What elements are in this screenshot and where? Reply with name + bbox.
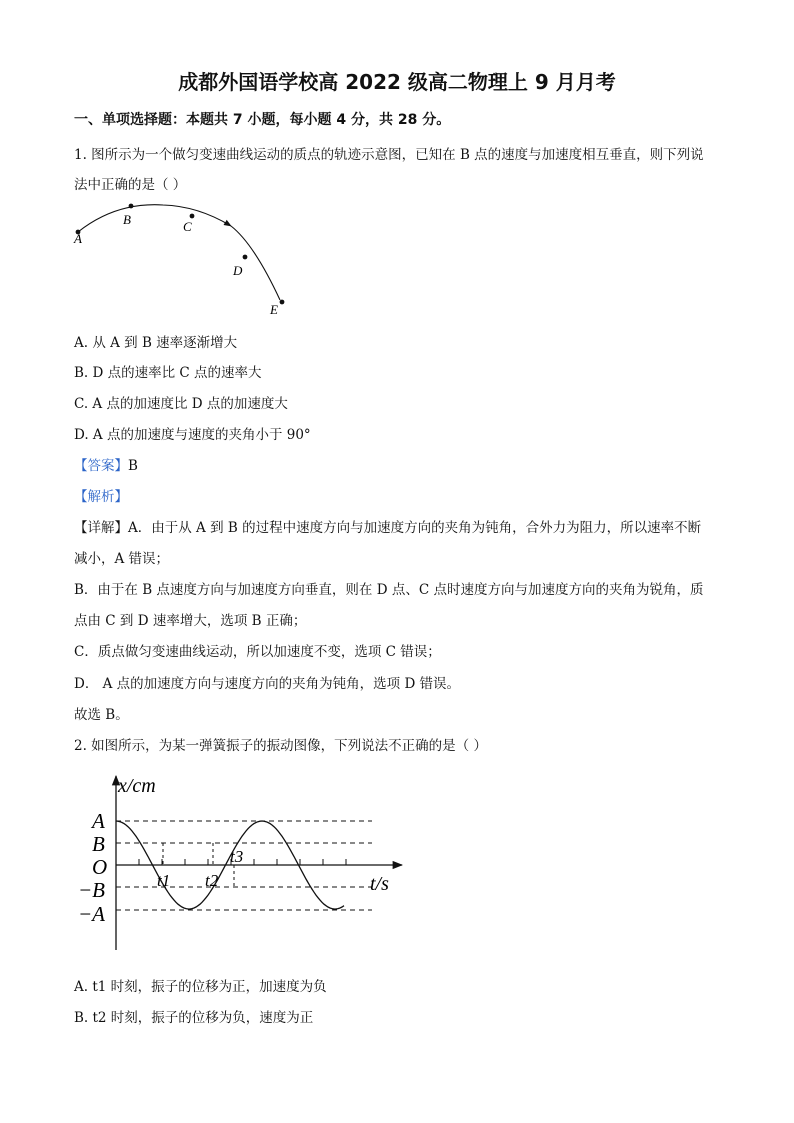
label-e: E [270,302,278,317]
tick-neg-b: −B [78,878,105,902]
tick-neg-a: −A [78,902,105,926]
analysis-label: 【解析】 [74,489,128,505]
q1-trajectory-figure [68,196,300,320]
point-d-dot [243,255,248,260]
q1-stem-line1: 1. 图所示为一个做匀变速曲线运动的质点的轨迹示意图，已知在 B 点的速度与加速度相互垂直，则下列说 [74,147,704,163]
detail-line-3: B．由于在 B 点速度方向与加速度方向垂直，则在 D 点、C 点时速度方向与加速度方向的夹角为锐角，质 [74,582,704,598]
q1-stem-line2: 法中正确的是（ ） [74,177,187,193]
q2-option-a: A. t1 时刻，振子的位移为正，加速度为负 [74,979,327,995]
tick-a: A [92,809,105,833]
trajectory-curve [78,205,231,232]
q1-answer-row [74,454,138,474]
q1-option-a: A. 从 A 到 B 速率逐渐增大 [74,335,238,351]
point-c-dot [190,214,195,219]
detail-line-5: C．质点做匀变速曲线运动，所以加速度不变，选项 C 错误； [74,644,441,660]
detail-line-7: 故选 B。 [74,707,129,723]
detail-line-4: 点由 C 到 D 速率增大，选项 B 正确； [74,613,307,629]
answer-label: 【答案】 [74,458,128,474]
q2-stem: 2. 如图所示，为某一弹簧振子的振动图像，下列说法不正确的是（ ） [74,738,487,754]
answer-value: B [128,458,138,474]
q1-option-b: B. D 点的速率比 C 点的速率大 [74,365,262,381]
t3-label: t3 [230,847,244,866]
x-axis-label: t/s [370,873,389,895]
q1-option-c: C. A 点的加速度比 D 点的加速度大 [74,396,288,412]
t1-label: t1 [157,871,171,890]
page-title: 成都外国语学校高 2022 级高二物理上 9 月月考 [178,70,616,94]
point-e-dot [280,300,285,305]
y-axis-label: x/cm [118,775,156,797]
label-a: A [74,231,82,246]
detail-line-1: 【详解】A．由于从 A 到 B 的过程中速度方向与加速度方向的夹角为钝角，合外力为阻力，所以速率不断 [74,520,702,536]
label-c: C [183,219,192,234]
q1-option-d: D. A 点的加速度与速度的夹角小于 90° [74,427,311,443]
q2-option-b: B. t2 时刻，振子的位移为负，速度为正 [74,1010,314,1026]
section-heading: 一、单项选择题：本题共 7 小题，每小题 4 分，共 28 分。 [74,112,451,128]
detail-line-2: 减小，A 错误； [74,551,170,567]
detail-line-6: D． A 点的加速度方向与速度方向的夹角为钝角，选项 D 错误。 [74,676,461,692]
t2-label: t2 [205,871,219,890]
q2-vibration-graph [72,770,412,955]
point-b-dot [129,204,134,209]
tick-b: B [92,832,105,856]
tick-o: O [92,855,108,879]
label-d: D [233,263,243,278]
label-b: B [123,212,131,227]
